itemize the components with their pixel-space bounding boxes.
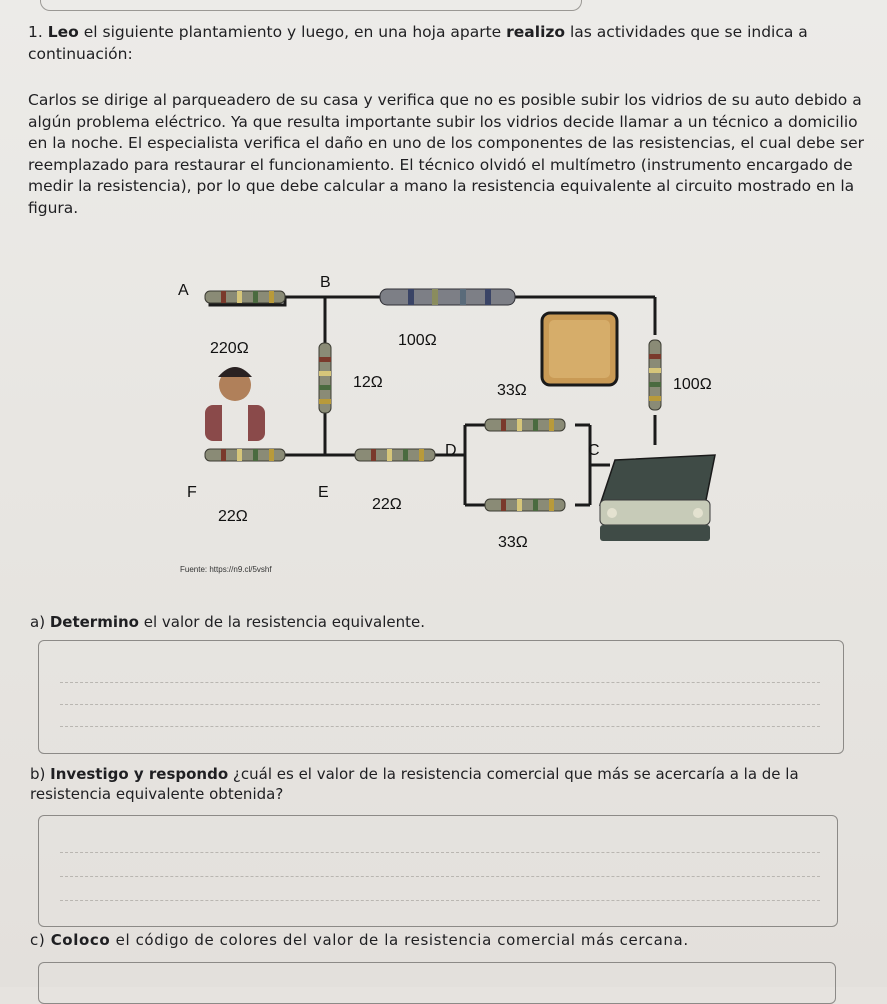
node-label-d: D bbox=[445, 442, 457, 459]
value-22-e: 22Ω bbox=[372, 496, 402, 513]
answer-line bbox=[60, 900, 820, 901]
car-icon bbox=[600, 455, 715, 541]
node-label-a: A bbox=[178, 282, 189, 299]
node-label-c: C bbox=[588, 442, 600, 459]
resistor-b bbox=[380, 289, 515, 305]
answer-line bbox=[60, 852, 820, 853]
figure-source: Fuente: https://n9.cl/5vshf bbox=[180, 565, 272, 574]
item-instruction: 1. Leo el siguiente plantamiento y luego, en una hoja aparte realizo las actividades que se indica a continuación: bbox=[28, 23, 808, 63]
resistor-100-right bbox=[649, 340, 661, 410]
node-label-e: E bbox=[318, 484, 329, 501]
resistor-33-top bbox=[485, 419, 565, 431]
resistor-12 bbox=[319, 343, 331, 413]
story-paragraph: Carlos se dirige al parqueadero de su casa y verifica que no es posible subir los vidrios de su auto debido a algún problema eléctrico. Ya que resulta importante subir los vidrios decide llamar a un técnico a domicilio en la noche. El especialista verifica el daño en uno de los componentes de las resistencias, el cual debe ser reemplazado para restaurar el funcionamiento. El técnico olvidó el multímetro (instrumento encargado de medir la resistencia), por lo que debe calcular a mano la resistencia equivalente al circuito mostrado en la figura. bbox=[28, 91, 865, 217]
resistor-e bbox=[355, 449, 435, 461]
node-label-b: B bbox=[320, 274, 331, 291]
node-label-f: F bbox=[187, 484, 197, 501]
circuit-figure bbox=[160, 265, 740, 585]
question-a: a) Determino el valor de la resistencia equivalente. bbox=[30, 613, 426, 631]
value-12: 12Ω bbox=[353, 374, 383, 391]
question-b: b) Investigo y respondo ¿cuál es el valor de la resistencia comercial que más se acercaría a la de la resistencia equivalente obtenida? bbox=[30, 765, 799, 803]
resistor-f bbox=[205, 449, 285, 461]
resistor-a bbox=[205, 291, 285, 303]
value-100-right: 100Ω bbox=[673, 376, 712, 393]
value-33-bottom: 33Ω bbox=[498, 534, 528, 551]
answer-line bbox=[60, 682, 820, 683]
question-c: c) Coloco el código de colores del valor de la resistencia comercial más cercana. bbox=[30, 931, 689, 949]
answer-box-c[interactable] bbox=[38, 962, 836, 1004]
technician-icon bbox=[205, 367, 265, 441]
value-100-top: 100Ω bbox=[398, 332, 437, 349]
value-33-top: 33Ω bbox=[497, 382, 527, 399]
answer-line bbox=[60, 876, 820, 877]
value-220: 220Ω bbox=[210, 340, 249, 357]
resistor-33-bottom bbox=[485, 499, 565, 511]
answer-box-a[interactable] bbox=[38, 640, 844, 754]
answer-line bbox=[60, 726, 820, 727]
answer-box-b[interactable] bbox=[38, 815, 838, 927]
battery-block bbox=[542, 313, 617, 385]
answer-line bbox=[60, 704, 820, 705]
previous-answer-box bbox=[40, 0, 582, 11]
value-22-f: 22Ω bbox=[218, 508, 248, 525]
